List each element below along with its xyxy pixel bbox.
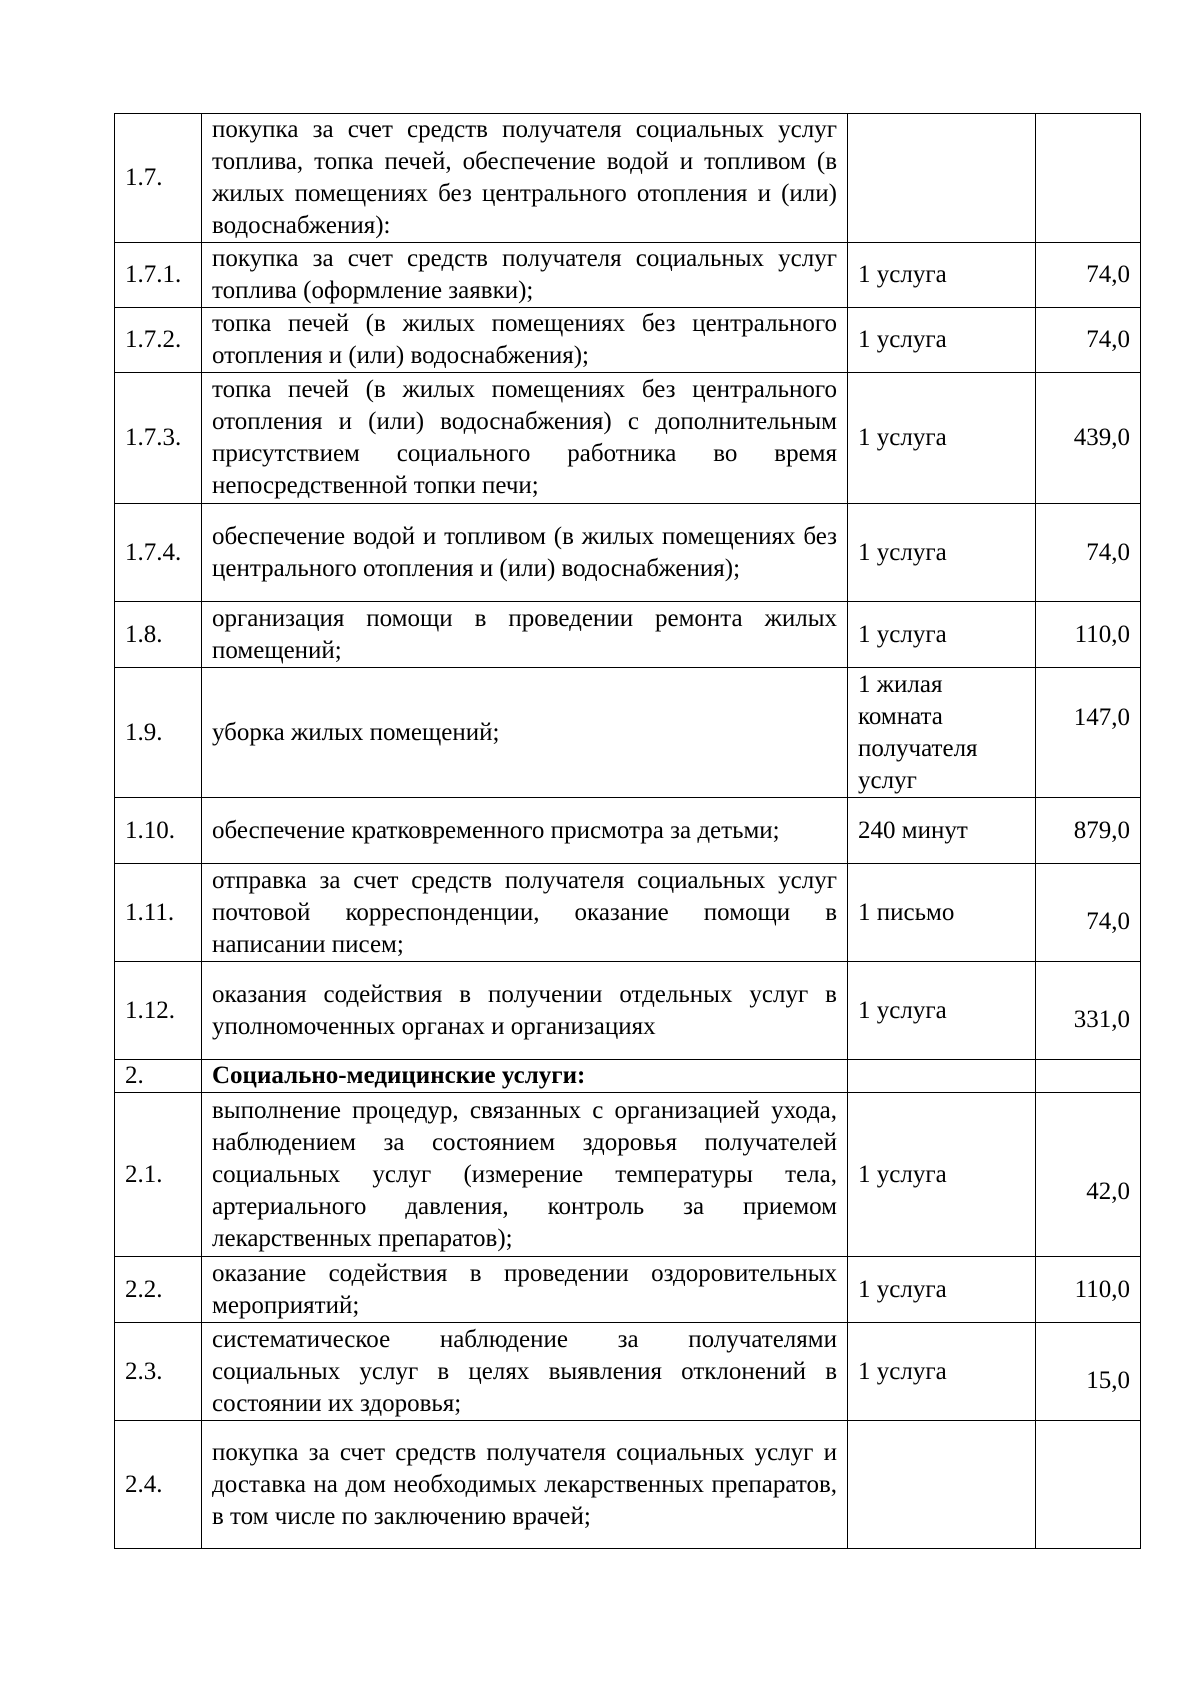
service-price: 879,0 [1036,798,1141,864]
service-description: покупка за счет средств получателя социальных услуг и доставка на дом необходимых лекарственных препаратов, в том числе по заключению врачей; [202,1421,848,1549]
service-description: покупка за счет средств получателя социальных услуг топлива, топка печей, обеспечение водой и топливом (в жилых помещениях без центрального отопления и (или) водоснабжения): [202,114,848,243]
service-description: обеспечение водой и топливом (в жилых помещениях без центрального отопления и (или) водоснабжения); [202,504,848,602]
service-unit: 1 услуга [848,962,1036,1060]
service-price: 15,0 [1036,1323,1141,1421]
service-description: выполнение процедур, связанных с организацией ухода, наблюдением за состоянием здоровья получателей социальных услуг (измерение температуры тела, артериального давления, контроль за приемом лекарственных препаратов); [202,1093,848,1257]
table-row [115,243,1141,308]
service-price: 74,0 [1036,504,1141,602]
service-unit [848,114,1036,243]
table-row [115,864,1141,962]
row-number: 1.7.3. [115,373,202,504]
row-number: 1.10. [115,798,202,864]
service-price [1036,1421,1141,1549]
service-description: систематическое наблюдение за получателями социальных услуг в целях выявления отклонений в состоянии их здоровья; [202,1323,848,1421]
service-price: 42,0 [1036,1093,1141,1257]
row-number: 1.7. [115,114,202,243]
service-unit: 1 услуга [848,308,1036,373]
service-price: 147,0 [1036,668,1141,798]
row-number: 1.7.4. [115,504,202,602]
service-unit: 1 услуга [848,504,1036,602]
table-row [115,1323,1141,1421]
service-unit: 240 минут [848,798,1036,864]
section-title: Социально-медицинские услуги: [202,1060,848,1093]
service-unit: 1 услуга [848,1093,1036,1257]
service-unit: 1 услуга [848,1323,1036,1421]
service-description: топка печей (в жилых помещениях без центрального отопления и (или) водоснабжения); [202,308,848,373]
service-description: топка печей (в жилых помещениях без центрального отопления и (или) водоснабжения) с дополнительным присутствием социального работника во время непосредственной топки печи; [202,373,848,504]
service-unit: 1 услуга [848,1257,1036,1323]
row-number: 2.2. [115,1257,202,1323]
service-price: 439,0 [1036,373,1141,504]
service-price: 331,0 [1036,962,1141,1060]
table-row [115,1421,1141,1549]
service-unit: 1 услуга [848,243,1036,308]
row-number: 1.7.1. [115,243,202,308]
table-row [115,1257,1141,1323]
service-unit: 1 письмо [848,864,1036,962]
service-unit [848,1421,1036,1549]
service-price: 110,0 [1036,602,1141,668]
table-row [115,668,1141,798]
table-row [115,114,1141,243]
table-row [115,798,1141,864]
service-description: отправка за счет средств получателя социальных услуг почтовой корреспонденции, оказание помощи в написании писем; [202,864,848,962]
service-description: обеспечение кратковременного присмотра за детьми; [202,798,848,864]
table-row [115,308,1141,373]
service-price: 110,0 [1036,1257,1141,1323]
row-number: 1.8. [115,602,202,668]
table-row [115,1093,1141,1257]
service-price: 74,0 [1036,864,1141,962]
service-price [1036,1060,1141,1093]
service-description: уборка жилых помещений; [202,668,848,798]
service-unit [848,1060,1036,1093]
row-number: 2.3. [115,1323,202,1421]
section-number: 2. [115,1060,202,1093]
table-row [115,962,1141,1060]
section-row [115,1060,1141,1093]
row-number: 2.4. [115,1421,202,1549]
service-description: оказания содействия в получении отдельных услуг в уполномоченных органах и организациях [202,962,848,1060]
row-number: 1.9. [115,668,202,798]
row-number: 2.1. [115,1093,202,1257]
row-number: 1.7.2. [115,308,202,373]
table-row [115,373,1141,504]
service-unit: 1 услуга [848,602,1036,668]
service-price: 74,0 [1036,243,1141,308]
table-row [115,504,1141,602]
services-price-table [114,113,1141,1549]
table-row [115,602,1141,668]
service-unit: 1 услуга [848,373,1036,504]
service-price: 74,0 [1036,308,1141,373]
service-unit: 1 жилая комната получателя услуг [848,668,1036,798]
service-description: организация помощи в проведении ремонта жилых помещений; [202,602,848,668]
row-number: 1.11. [115,864,202,962]
service-price [1036,114,1141,243]
service-description: покупка за счет средств получателя социальных услуг топлива (оформление заявки); [202,243,848,308]
service-description: оказание содействия в проведении оздоровительных мероприятий; [202,1257,848,1323]
row-number: 1.12. [115,962,202,1060]
